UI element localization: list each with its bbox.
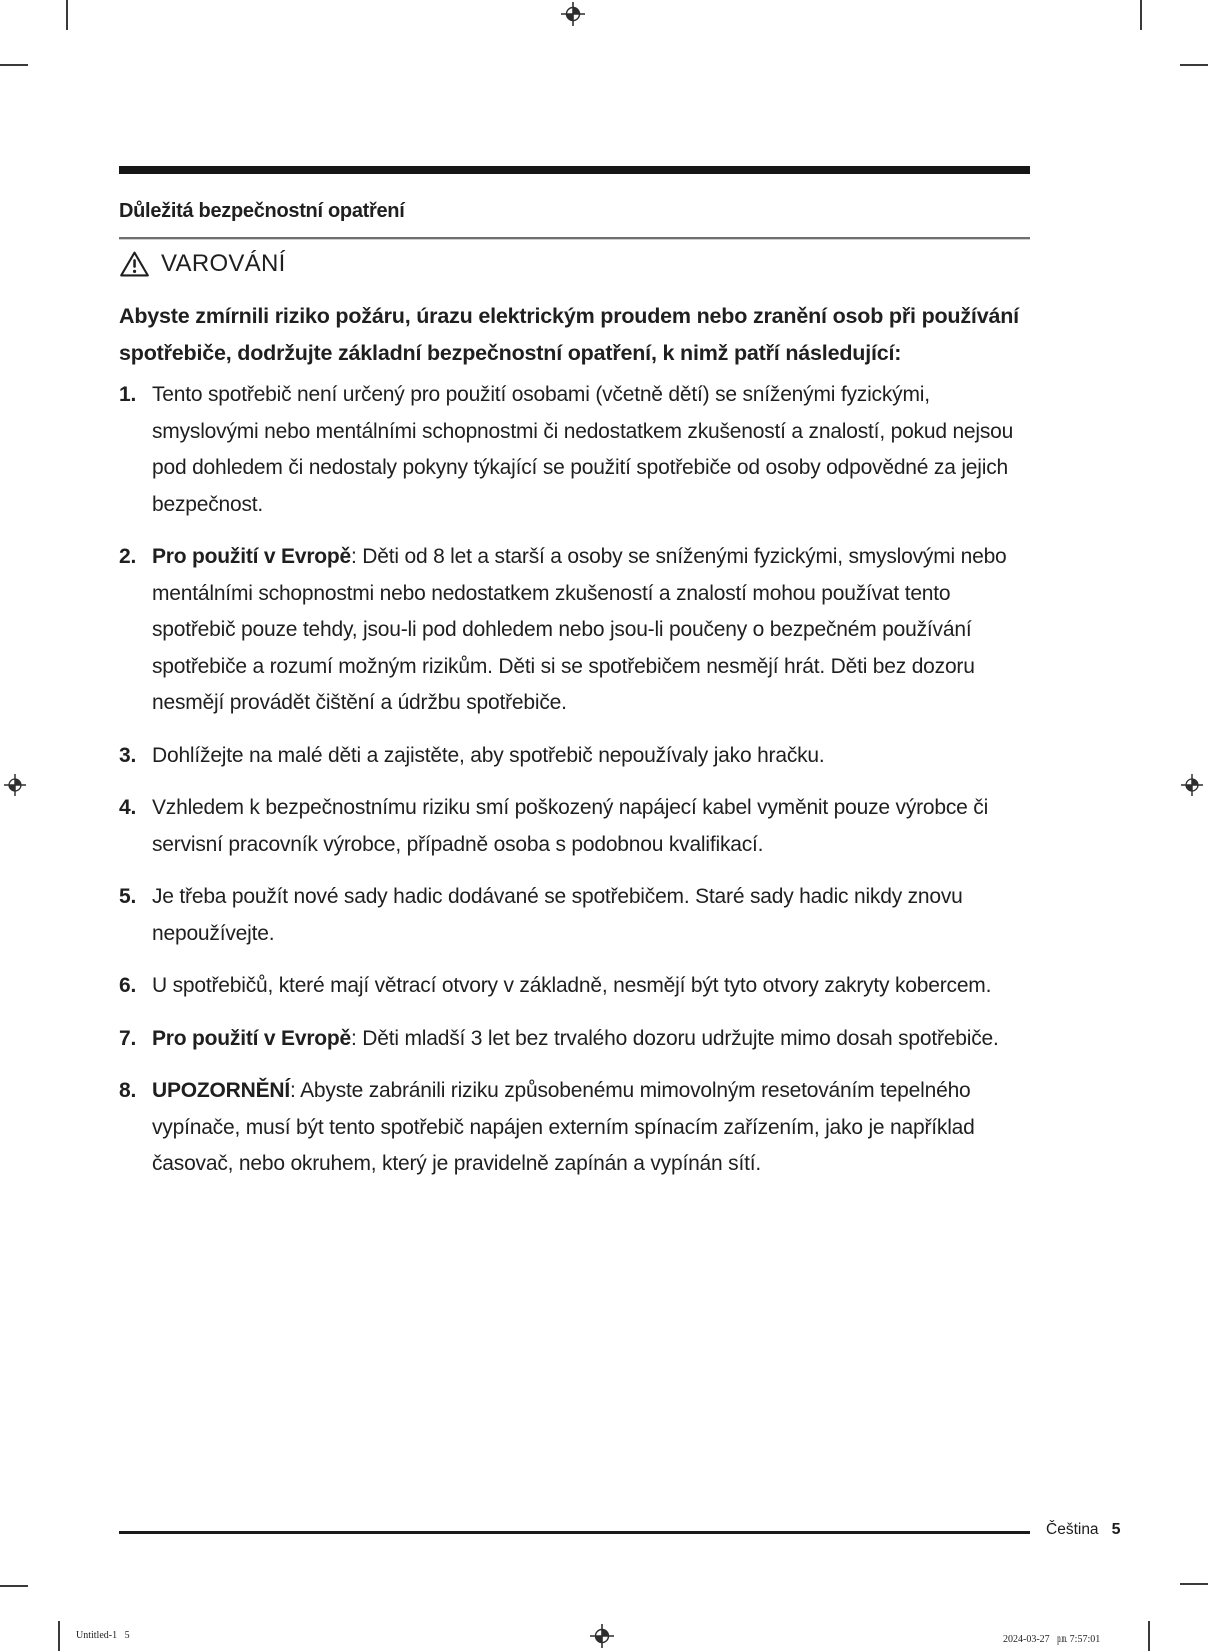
title-underline — [119, 237, 1030, 240]
print-datetime: 2024-03-27 ㏘ 7:57:01 — [1003, 1634, 1101, 1645]
intro-paragraph: Abyste zmírnili riziko požáru, úrazu elektrickým proudem nebo zranění osob při používání spotřebiče, dodržujte základní bezpečnostní opatření, k nimž patří následující: — [119, 304, 1019, 365]
item-lead: Pro použití v Evropě — [152, 545, 352, 568]
section-title: Důležitá bezpečnostní opatření — [119, 200, 405, 222]
registration-mark-left-icon — [4, 774, 26, 796]
footer — [1046, 1521, 1120, 1539]
safety-item-8 — [119, 1073, 1024, 1183]
top-rule — [119, 166, 1030, 174]
safety-item-1 — [119, 377, 1024, 523]
safety-item-4 — [119, 790, 1024, 863]
crop-mark-bottom-right-icon — [1148, 1621, 1150, 1651]
safety-item-5 — [119, 879, 1024, 952]
footer-language: Čeština — [1046, 1521, 1099, 1538]
registration-mark-top-icon — [561, 2, 585, 26]
crop-mark-top-left-icon — [66, 0, 68, 30]
safety-item-6 — [119, 968, 1024, 1005]
crop-mark-left-top-icon — [0, 64, 28, 66]
item-text: Je třeba použít nové sady hadic dodávané se spotřebičem. Staré sady hadic nikdy znovu nepoužívejte. — [152, 885, 963, 945]
crop-mark-right-top-icon — [1180, 64, 1208, 66]
item-number: 6. — [119, 974, 137, 997]
safety-list — [119, 377, 1024, 1199]
safety-item-2 — [119, 539, 1024, 722]
safety-item-3 — [119, 738, 1024, 775]
crop-mark-top-right-icon — [1140, 0, 1142, 30]
registration-mark-bottom-icon — [590, 1624, 614, 1648]
item-number: 8. — [119, 1079, 137, 1102]
item-text: : Abyste zabránili riziku způsobenému mimovolným resetováním tepelného vypínače, musí být tento spotřebič napájen externím spínacím zařízením, jako je například časovač, nebo okruhem, který je pravidelně zapínán a vypínán sítí. — [152, 1079, 975, 1175]
item-number: 5. — [119, 885, 137, 908]
item-number: 7. — [119, 1026, 137, 1050]
registration-mark-right-icon — [1181, 774, 1203, 796]
item-number: 3. — [119, 743, 137, 767]
item-lead: Pro použití v Evropě — [152, 1026, 352, 1050]
crop-mark-right-bottom-icon — [1180, 1583, 1208, 1585]
warning-triangle-icon — [119, 250, 150, 278]
item-text: : Děti od 8 let a starší a osoby se sníženými fyzickými, smyslovými nebo mentálními schopnostmi nebo nedostatkem zkušeností a znalostí mohou používat tento spotřebič pouze tehdy, jsou-li pod dohledem nebo jsou-li poučeny o bezpečném používání spotřebiče a rozumí možným rizikům. Děti si se spotřebičem nesmějí hrát. Děti bez dozoru nesmějí provádět čištění a údržbu spotřebiče. — [152, 545, 1007, 714]
item-text: U spotřebičů, které mají větrací otvory v základně, nesmějí být tyto otvory zakryty kobercem. — [152, 974, 992, 997]
safety-item-7 — [119, 1021, 1024, 1058]
warning-label: VAROVÁNÍ — [161, 250, 286, 277]
item-text: Dohlížejte na malé děti a zajistěte, aby spotřebič nepoužívaly jako hračku. — [152, 743, 825, 767]
item-number: 1. — [119, 383, 137, 406]
item-text: Tento spotřebič není určený pro použití osobami (včetně dětí) se sníženými fyzickými, smyslovými nebo mentálními schopnostmi či nedostatkem zkušeností a znalostí, pokud nejsou pod dohledem či nedostaly pokyny týkající se použití spotřebiče od osoby odpovědné za jejich bezpečnost. — [152, 383, 1014, 516]
item-text: : Děti mladší 3 let bez trvalého dozoru udržujte mimo dosah spotřebiče. — [351, 1026, 999, 1050]
crop-mark-bottom-left-icon — [58, 1621, 60, 1651]
warning-heading — [119, 250, 286, 278]
footer-page-number: 5 — [1111, 1521, 1121, 1538]
print-file-label: Untitled-1 5 — [76, 1630, 130, 1641]
item-number: 2. — [119, 545, 137, 568]
crop-mark-left-bottom-icon — [0, 1585, 28, 1587]
item-text: Vzhledem k bezpečnostnímu riziku smí poškozený napájecí kabel vyměnit pouze výrobce či servisní pracovník výrobce, případně osoba s podobnou kvalifikací. — [152, 796, 989, 856]
item-number: 4. — [119, 796, 137, 819]
footer-rule — [119, 1531, 1030, 1534]
item-lead: UPOZORNĚNÍ — [152, 1079, 291, 1102]
